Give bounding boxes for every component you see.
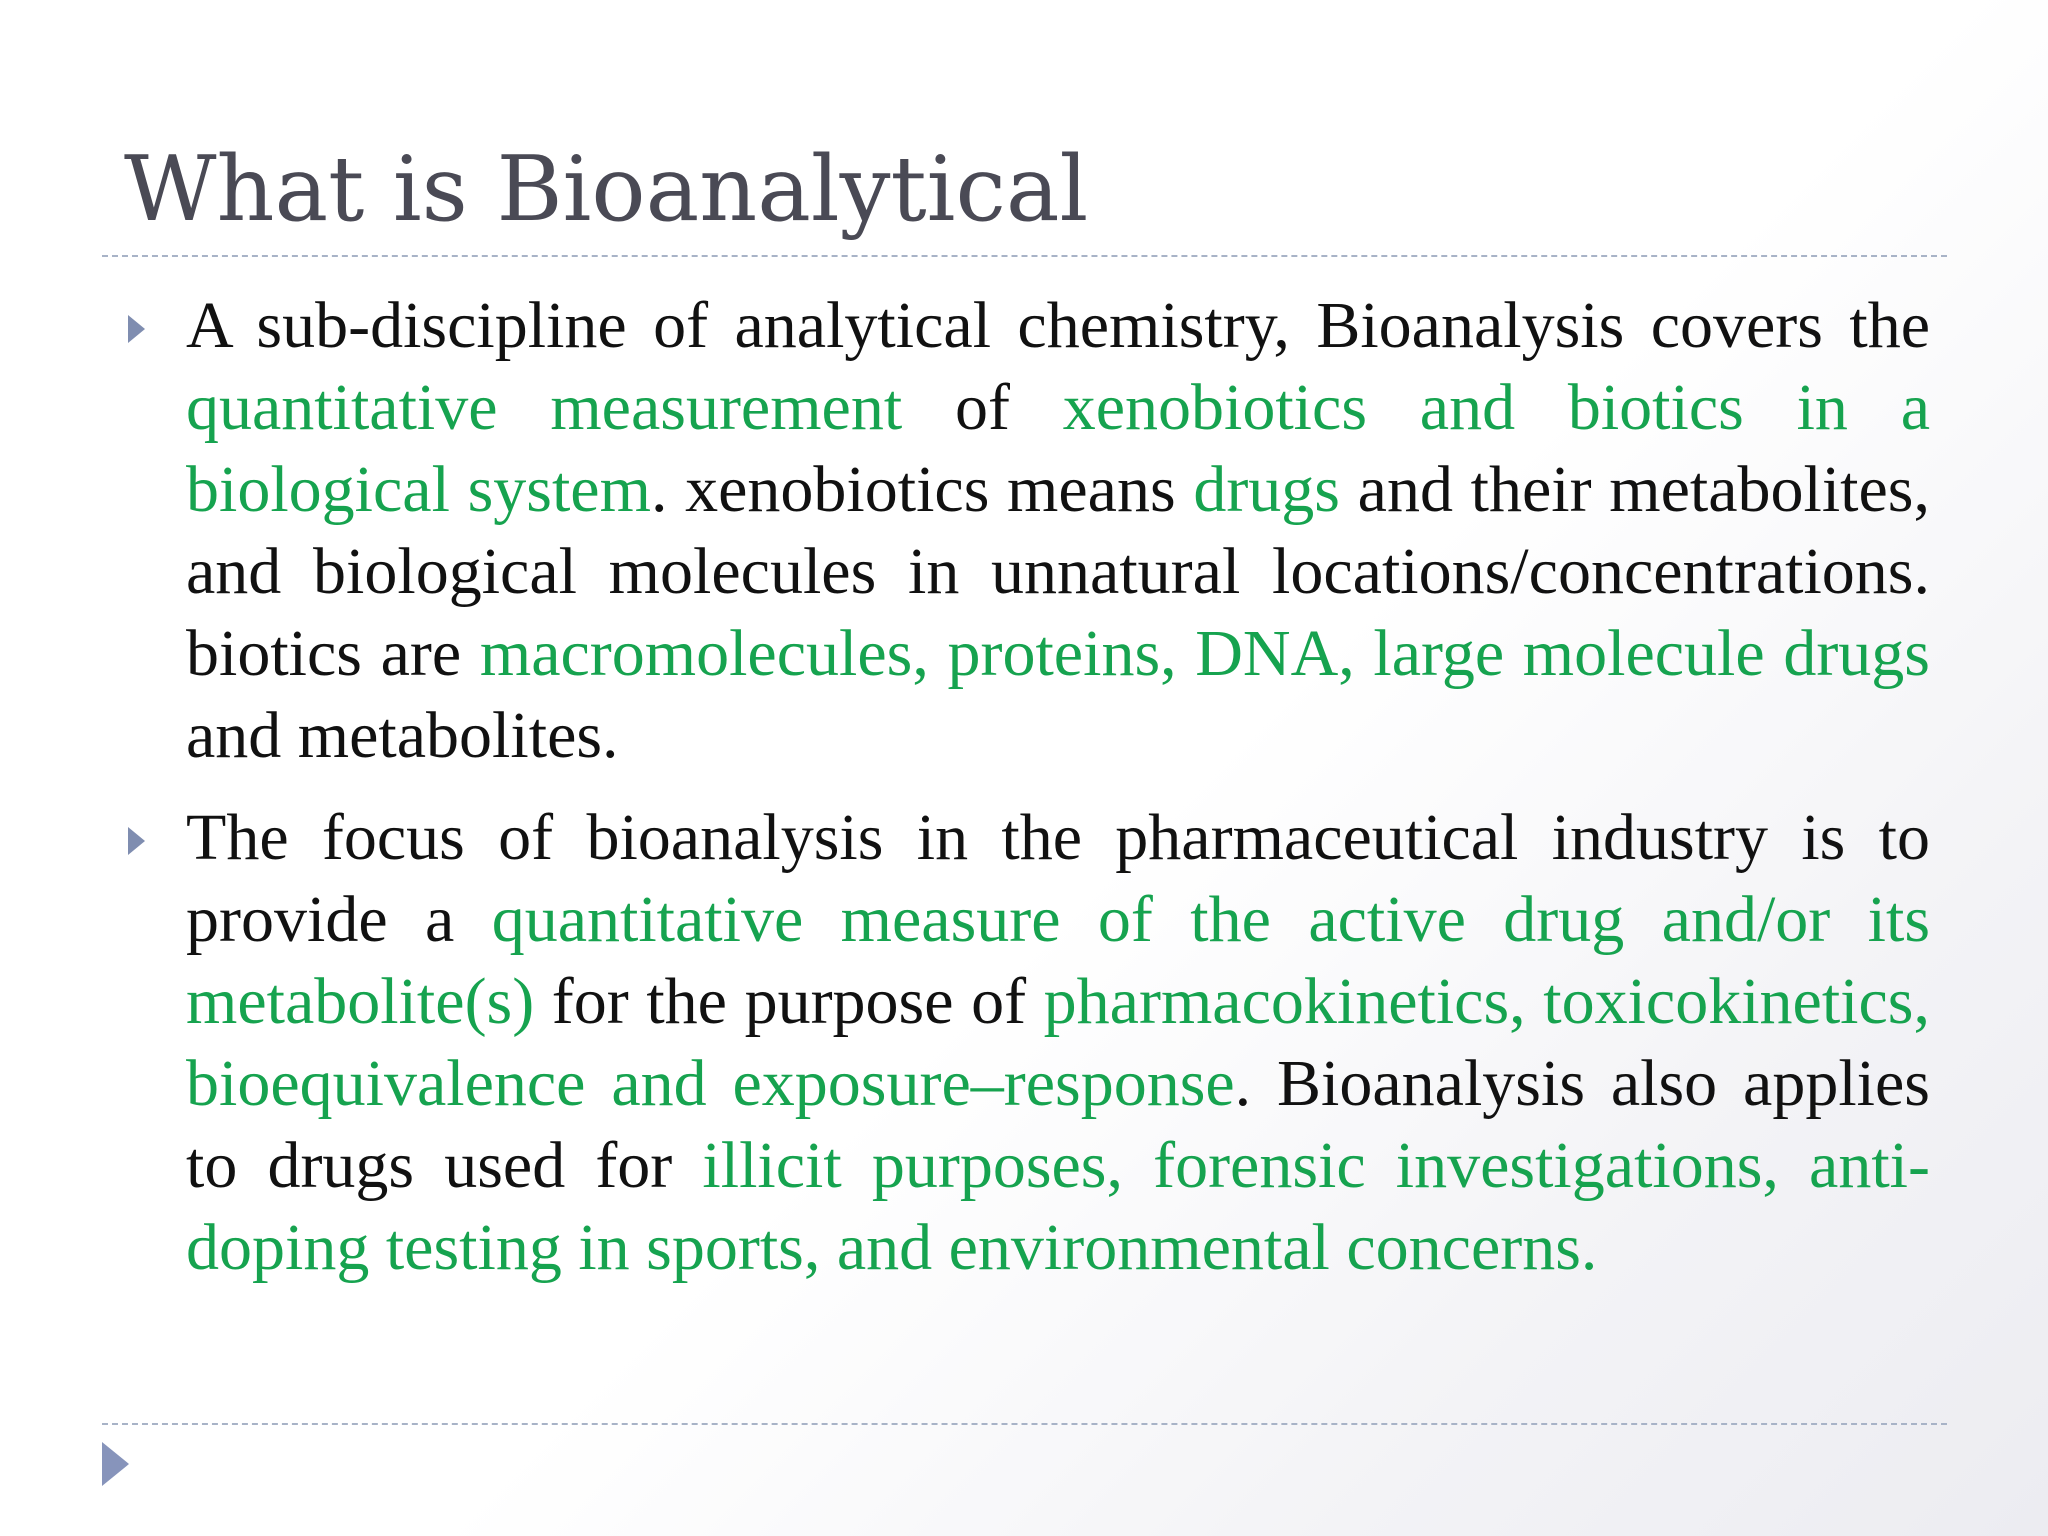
text-segment: . xenobiotics means [650,453,1194,526]
highlighted-term: illicit purposes, forensic investigations, anti-doping testing in sports, and environmental concerns. [186,1129,1930,1284]
text-segment: and metabolites. [186,699,619,772]
highlighted-term: xenobiotics and biotics in a biological system [186,371,1930,526]
footer-divider [102,1423,1947,1425]
text-segment: and their metabolites, and biological molecules in unnatural locations/concentrations. biotics are [186,453,1930,690]
bullet-text [186,289,1930,772]
text-segment: The focus of bioanalysis in the pharmaceutical industry is to provide a [186,801,1930,956]
text-segment: of [902,371,1063,444]
bullet-list [122,285,1930,1289]
title-divider [102,255,1947,257]
highlighted-term: pharmacokinetics, toxicokinetics, bioequivalence and exposure–response [186,965,1930,1120]
next-slide-arrow-icon[interactable] [102,1442,129,1486]
text-segment: for the purpose of [534,965,1044,1038]
highlighted-term: macromolecules, proteins, DNA, large molecule drugs [479,617,1930,690]
highlighted-term: drugs [1193,453,1340,526]
text-segment: A sub-discipline of analytical chemistry, Bioanalysis covers the [186,289,1930,362]
highlighted-term: quantitative measure of the active drug and/or its metabolite(s) [186,883,1931,1038]
bullet-text [186,801,1930,1284]
triangle-right-icon [128,827,145,855]
triangle-right-icon [128,315,145,343]
slide-title: What is Bioanalytical [124,137,1089,242]
bullet-item [122,285,1930,777]
bullet-item [122,797,1930,1289]
highlighted-term: quantitative measurement [186,371,903,444]
text-segment: . Bioanalysis also applies to drugs used for [186,1047,1930,1202]
